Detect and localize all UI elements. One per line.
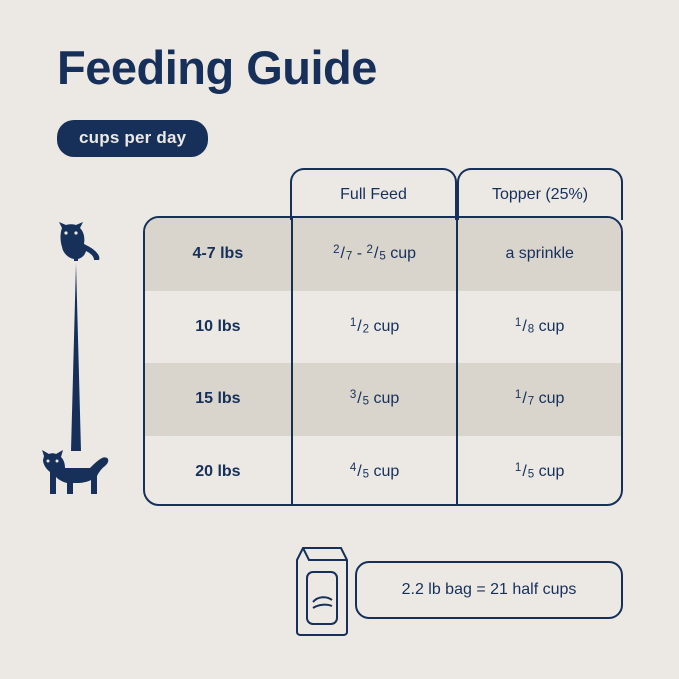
bag-yield-note: 2.2 lb bag = 21 half cups xyxy=(355,561,623,619)
cell-full-feed: $^3/_5$ cup xyxy=(291,363,457,436)
cat-sitting-icon xyxy=(50,222,102,262)
table-body xyxy=(143,216,623,506)
cell-full-feed: $^1/_2$ cup xyxy=(291,291,457,364)
cell-weight: 20 lbs xyxy=(195,462,241,480)
cat-walking-icon xyxy=(38,450,110,502)
units-pill: cups per day xyxy=(57,120,208,157)
page-title: Feeding Guide xyxy=(57,41,377,94)
cell-full-feed: $^2/_7 - ^2/_5$ cup xyxy=(291,218,457,291)
feeding-table xyxy=(143,168,623,506)
cell-topper: $^1/_8$ cup xyxy=(456,291,621,364)
column-header-topper: Topper (25%) xyxy=(457,168,623,220)
table-row xyxy=(145,218,621,291)
table-row xyxy=(145,363,621,436)
cell-topper: $^1/_5$ cup xyxy=(456,436,621,507)
column-header-full-feed: Full Feed xyxy=(290,168,457,220)
table-row xyxy=(145,436,621,507)
cell-weight: 4-7 lbs xyxy=(192,245,244,263)
cell-topper: $^1/_7$ cup xyxy=(456,363,621,436)
cell-weight: 15 lbs xyxy=(195,390,241,408)
cell-full-feed: $^4/_5$ cup xyxy=(291,436,457,507)
cell-weight: 10 lbs xyxy=(195,317,241,335)
size-scale-wedge xyxy=(68,263,84,453)
food-bag-icon xyxy=(283,542,363,638)
table-row xyxy=(145,291,621,364)
cell-topper: a sprinkle xyxy=(456,218,621,291)
